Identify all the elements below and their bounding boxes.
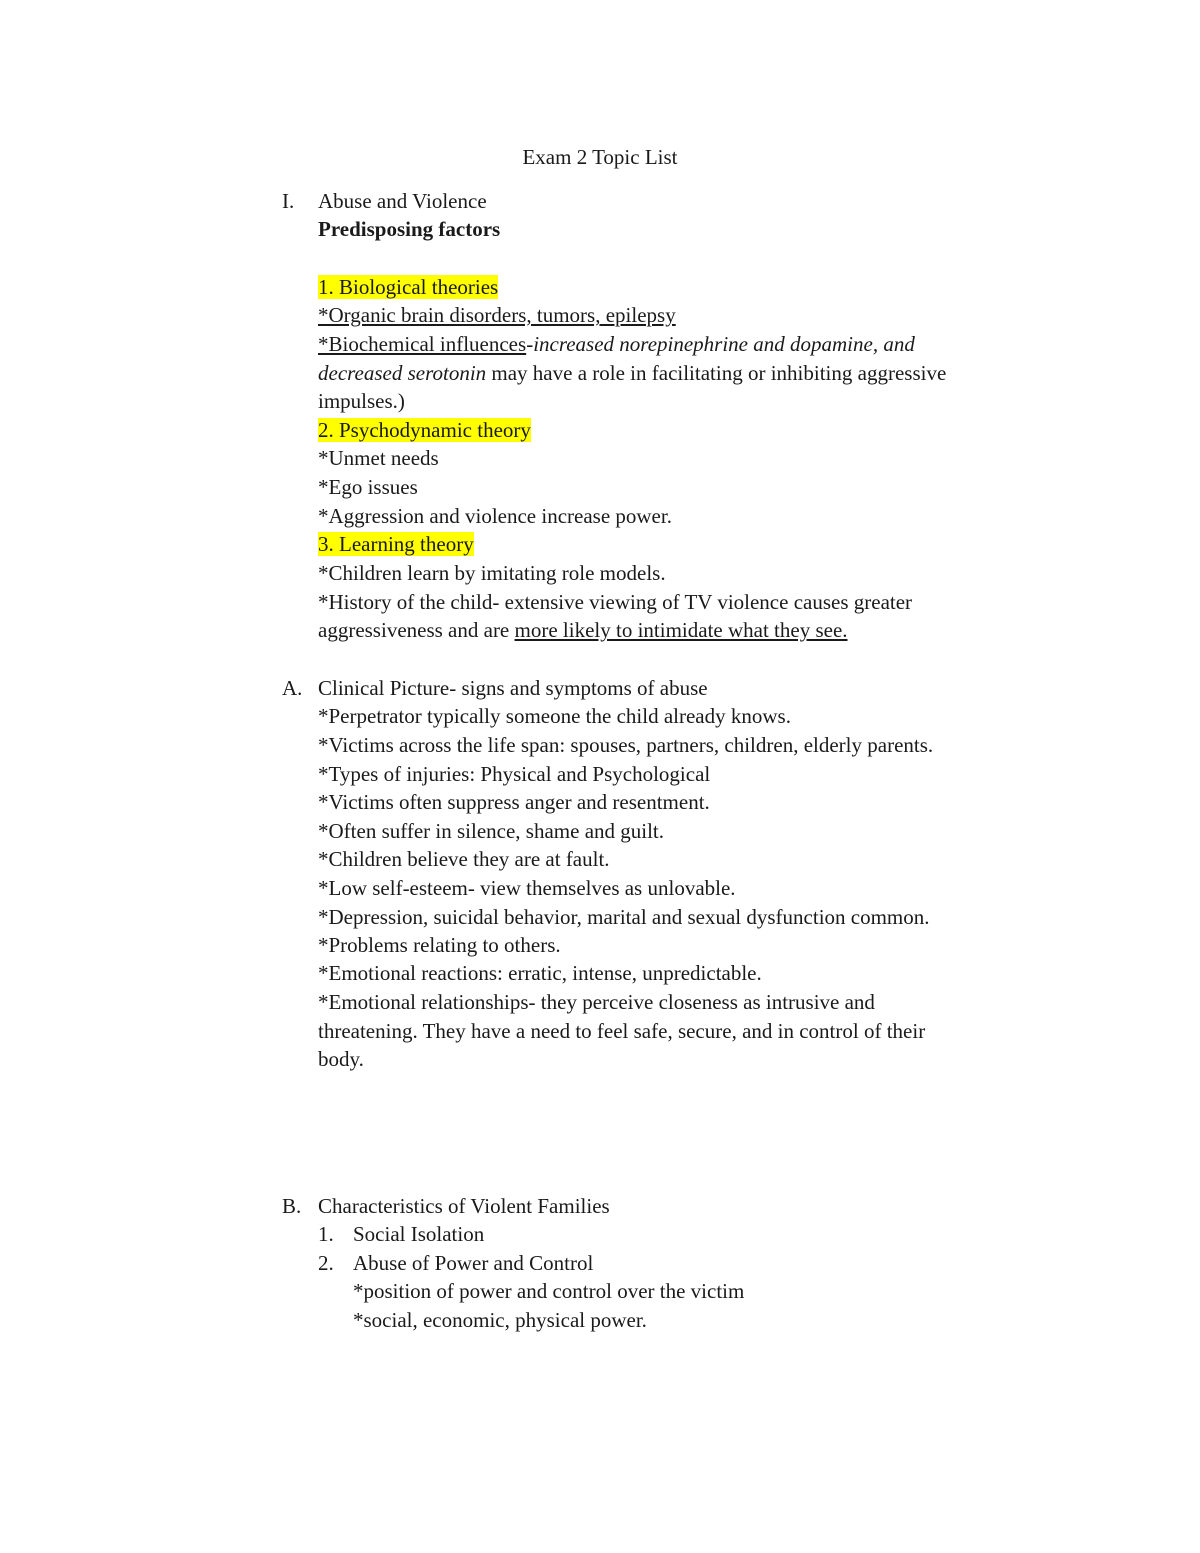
highlighted-label: 1. Biological theories (318, 275, 499, 299)
item-biological-theories (318, 274, 498, 300)
section-i-marker: I. (282, 189, 295, 213)
bullet-line: *Types of injuries: Physical and Psychological (318, 762, 711, 786)
bullet-line: *Organic brain disorders, tumors, epilepsy (318, 303, 676, 327)
bullet-line: *Often suffer in silence, shame and guilt. (318, 819, 665, 843)
plain-text: may have a role in facilitating or inhibiting aggressive (486, 361, 947, 385)
bullet-line: *Emotional relationships- they perceive closeness as intrusive and (318, 990, 875, 1014)
bullet-line: *Low self-esteem- view themselves as unlovable. (318, 876, 736, 900)
predisposing-factors-heading: Predisposing factors (318, 217, 501, 241)
bullet-line: *Victims across the life span: spouses, partners, children, elderly parents. (318, 733, 934, 757)
section-a-marker: A. (282, 676, 303, 700)
bullet-line (318, 360, 946, 386)
section-i-heading: Abuse and Violence (318, 189, 487, 213)
underlined-text: more likely to intimidate what they see. (514, 618, 848, 642)
section-b-marker: B. (282, 1194, 302, 1218)
bullet-line: *Unmet needs (318, 446, 439, 470)
highlighted-label: 2. Psychodynamic theory (318, 418, 531, 442)
bullet-line: *Ego issues (318, 475, 418, 499)
bullet-line: impulses.) (318, 389, 405, 413)
list-number: 1. (318, 1222, 334, 1246)
bullet-line: *position of power and control over the victim (353, 1279, 745, 1303)
italic-text: decreased serotonin (318, 361, 487, 385)
bullet-line: *Children believe they are at fault. (318, 847, 610, 871)
item-learning-theory (318, 531, 474, 557)
bullet-line: body. (318, 1047, 364, 1071)
page-title: Exam 2 Topic List (522, 145, 678, 169)
bullet-line: *Children learn by imitating role models. (318, 561, 666, 585)
bullet-line: threatening. They have a need to feel safe, secure, and in control of their (318, 1019, 926, 1043)
bullet-line: *Aggression and violence increase power. (318, 504, 672, 528)
bullet-line: *Problems relating to others. (318, 933, 561, 957)
list-item: Abuse of Power and Control (353, 1251, 594, 1275)
list-number: 2. (318, 1251, 334, 1275)
underlined-text: *Biochemical influences (318, 332, 527, 356)
bullet-line (318, 331, 915, 357)
bullet-line: *Perpetrator typically someone the child already knows. (318, 704, 791, 728)
italic-text: increased norepinephrine and dopamine, and (533, 332, 915, 356)
bullet-line: *Depression, suicidal behavior, marital and sexual dysfunction common. (318, 905, 930, 929)
section-a-heading: Clinical Picture- signs and symptoms of abuse (318, 676, 708, 700)
bullet-line (318, 617, 848, 643)
item-psychodynamic-theory (318, 417, 531, 443)
bullet-line: *Emotional reactions: erratic, intense, unpredictable. (318, 961, 762, 985)
plain-text: aggressiveness and are (318, 618, 515, 642)
bullet-line: *Victims often suppress anger and resentment. (318, 790, 710, 814)
dash: - (526, 332, 534, 356)
section-b-heading: Characteristics of Violent Families (318, 1194, 610, 1218)
bullet-line: *History of the child- extensive viewing of TV violence causes greater (318, 590, 913, 614)
highlighted-label: 3. Learning theory (318, 532, 474, 556)
list-item: Social Isolation (353, 1222, 485, 1246)
bullet-line: *social, economic, physical power. (353, 1308, 647, 1332)
